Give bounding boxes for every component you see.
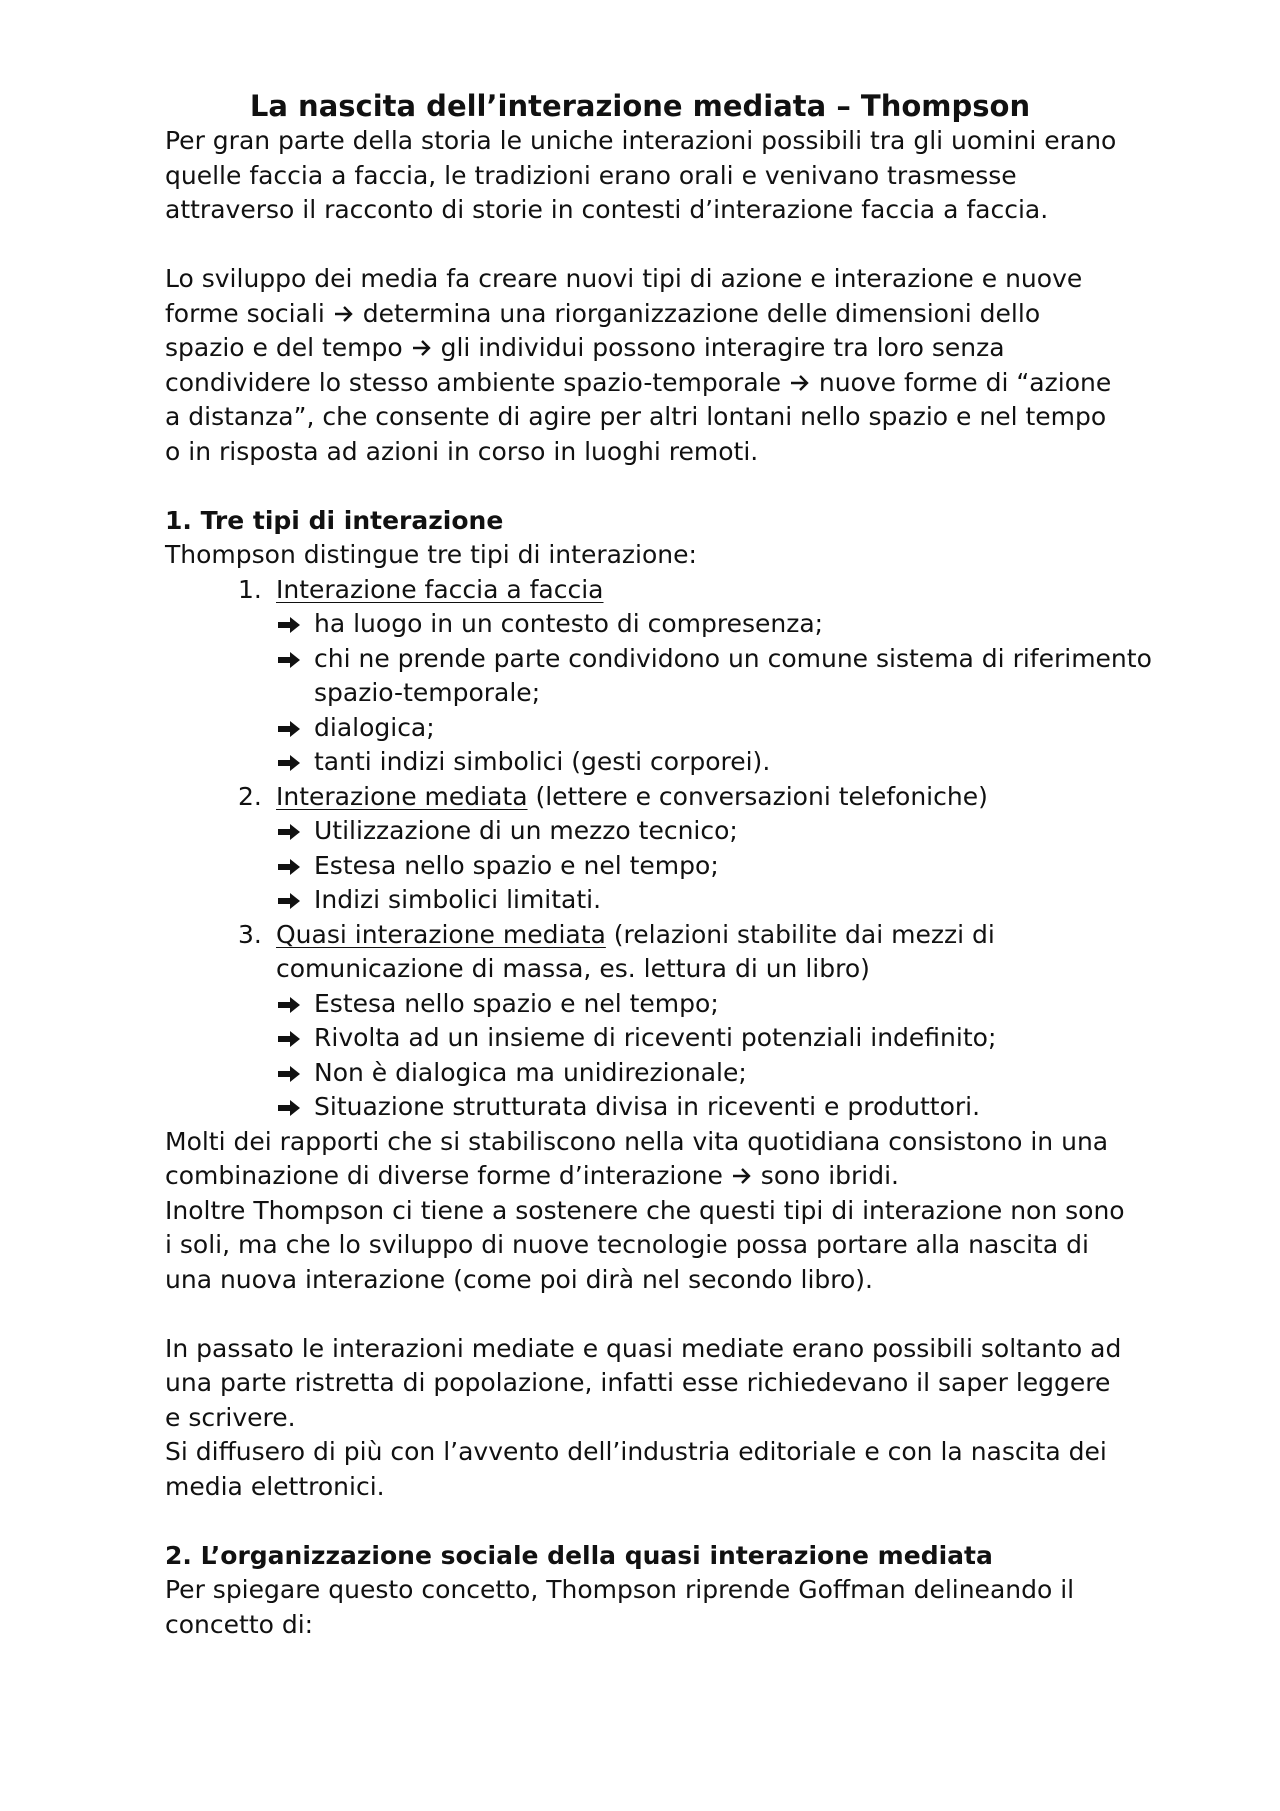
sub-item bbox=[276, 883, 1225, 918]
bold-arrow-icon bbox=[276, 849, 306, 883]
text-run: Lo sviluppo dei media fa creare nuovi tipi di azione e interazione e nuove forme sociali bbox=[165, 264, 1083, 328]
bold-arrow-icon bbox=[276, 814, 306, 848]
spacer bbox=[165, 228, 1225, 263]
bold-arrow-icon bbox=[276, 1056, 306, 1090]
arrow-right-icon bbox=[333, 299, 355, 319]
spacer bbox=[165, 1504, 1225, 1539]
intro-paragraph-1: Per gran parte della storia le uniche interazioni possibili tra gli uomini erano quelle faccia a faccia, le tradizioni erano orali e venivano trasmesse attraverso il racconto di storie in contesti d’interazione faccia a faccia. bbox=[165, 126, 1117, 224]
interaction-types-list bbox=[165, 573, 1225, 1125]
text-run: gli individui possono interagire tra loro senza condividere lo stesso ambiente spazio-temporale bbox=[165, 333, 1005, 397]
section-1-paragraph-1 bbox=[165, 1125, 1125, 1194]
document-title: La nascita dell’interazione mediata – Thompson bbox=[249, 89, 1031, 123]
bold-arrow-icon bbox=[276, 987, 306, 1021]
arrow-right-icon bbox=[789, 368, 811, 388]
bold-arrow-icon bbox=[276, 745, 306, 779]
section-1-paragraph-3: In passato le interazioni mediate e quasi mediate erano possibili soltanto ad una parte ristretta di popolazione, infatti esse richiedevano il saper leggere e scrivere. bbox=[165, 1333, 1122, 1432]
bold-arrow-icon bbox=[276, 711, 306, 745]
list-number: 3. bbox=[238, 919, 262, 949]
text-run: nuove forme di “azione a distanza”, che consente di agire per altri lontani nello spazio e nel tempo o in risposta ad azioni in corso in luoghi remoti. bbox=[165, 367, 1112, 466]
sub-item-text: Estesa nello spazio e nel tempo; bbox=[314, 988, 719, 1018]
sub-item-text: Estesa nello spazio e nel tempo; bbox=[314, 850, 719, 880]
sub-item-text: Non è dialogica ma unidirezionale; bbox=[314, 1057, 747, 1087]
list-item bbox=[165, 918, 1186, 1125]
sub-item bbox=[276, 849, 1225, 884]
sub-item-text: Indizi simbolici limitati. bbox=[314, 885, 602, 914]
list-item-label: Interazione faccia a faccia bbox=[276, 574, 604, 604]
sub-list bbox=[276, 814, 1225, 918]
text-run: sono ibridi. bbox=[752, 1161, 899, 1190]
section-2-heading: 2. L’organizzazione sociale della quasi interazione mediata bbox=[165, 1540, 993, 1570]
text-run: determina una riorganizzazione delle dimensioni dello spazio e del tempo bbox=[165, 298, 1041, 362]
sub-item-text: dialogica; bbox=[314, 712, 435, 742]
intro-paragraph-2 bbox=[165, 262, 1125, 469]
list-item-label: Quasi interazione mediata bbox=[276, 919, 606, 949]
bold-arrow-icon bbox=[276, 1021, 306, 1055]
sub-item bbox=[276, 711, 1225, 746]
list-number: 2. bbox=[238, 781, 262, 811]
sub-item bbox=[276, 607, 1225, 642]
list-item-note: (lettere e conversazioni telefoniche) bbox=[527, 781, 988, 811]
sub-item-text: Utilizzazione di un mezzo tecnico; bbox=[314, 816, 738, 845]
spacer bbox=[165, 469, 1225, 504]
list-item-note: (relazioni stabilite dai mezzi di comunicazione di massa, es. lettura di un libro) bbox=[276, 919, 995, 983]
section-2-lead: Per spiegare questo concetto, Thompson riprende Goffman delineando il concetto di: bbox=[165, 1575, 1075, 1639]
sub-item bbox=[276, 745, 1225, 780]
list-item bbox=[165, 573, 1225, 780]
spacer bbox=[165, 1297, 1225, 1332]
sub-item-text: chi ne prende parte condividono un comune sistema di riferimento spazio-temporale; bbox=[314, 643, 1152, 707]
sub-item-text: ha luogo in un contesto di compresenza; bbox=[314, 609, 824, 638]
sub-item-text: Rivolta ad un insieme di riceventi potenziali indefinito; bbox=[314, 1023, 997, 1052]
text-run: Molti dei rapporti che si stabiliscono nella vita quotidiana consistono in una combinazione di diverse forme d’interazione bbox=[165, 1126, 1109, 1190]
list-number: 1. bbox=[238, 574, 262, 604]
bold-arrow-icon bbox=[276, 883, 306, 917]
section-1-paragraph-4: Si diffusero di più con l’avvento dell’industria editoriale e con la nascita dei media elettronici. bbox=[165, 1437, 1107, 1501]
sub-item bbox=[276, 642, 1225, 711]
sub-item bbox=[276, 1056, 1186, 1091]
list-item-label: Interazione mediata bbox=[276, 781, 528, 811]
section-1-heading: 1. Tre tipi di interazione bbox=[165, 505, 504, 535]
list-item bbox=[165, 780, 1225, 918]
arrow-right-icon bbox=[411, 333, 433, 353]
sub-list bbox=[276, 987, 1186, 1125]
bold-arrow-icon bbox=[276, 607, 306, 641]
arrow-right-icon bbox=[731, 1161, 753, 1181]
sub-list bbox=[276, 607, 1225, 780]
bold-arrow-icon bbox=[276, 1090, 306, 1124]
sub-item bbox=[276, 814, 1225, 849]
sub-item-text: tanti indizi simbolici (gesti corporei). bbox=[314, 747, 771, 776]
document-page bbox=[165, 88, 1225, 1642]
section-1-paragraph-2: Inoltre Thompson ci tiene a sostenere che questi tipi di interazione non sono i soli, ma che lo sviluppo di nuove tecnologie possa portare alla nascita di una nuova interazione (come poi dirà nel secondo libro). bbox=[165, 1195, 1125, 1294]
sub-item bbox=[276, 1090, 1186, 1125]
section-1-lead: Thompson distingue tre tipi di interazione: bbox=[165, 540, 697, 569]
sub-item-text: Situazione strutturata divisa in riceventi e produttori. bbox=[314, 1092, 981, 1121]
bold-arrow-icon bbox=[276, 642, 306, 676]
sub-item bbox=[276, 987, 1186, 1022]
sub-item bbox=[276, 1021, 1186, 1056]
